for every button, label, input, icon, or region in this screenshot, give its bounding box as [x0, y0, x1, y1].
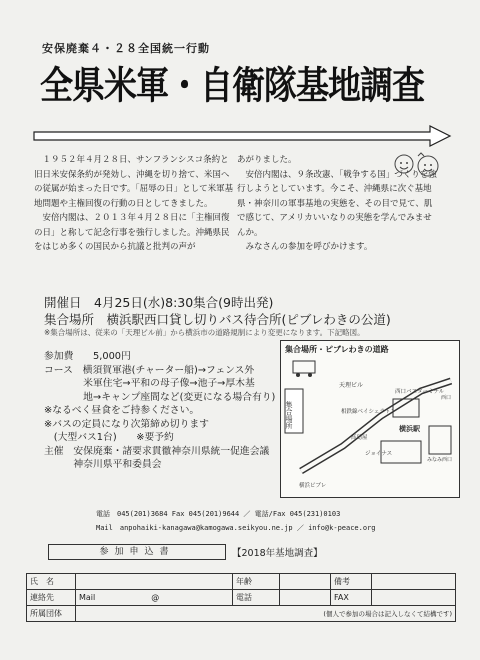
- field-name[interactable]: [76, 574, 233, 590]
- label-contact: 連絡先: [27, 590, 76, 606]
- map-label-nishiguchi: 西口: [441, 395, 452, 401]
- date-line: 開催日 4月25日(水)8:30集合(9時出発): [44, 295, 274, 310]
- label-fax: FAX: [331, 590, 372, 606]
- place-line: 集合場所 横浜駅西口貸し切りバス待合所(ピブレわきの公道): [44, 312, 391, 327]
- contact-tel: 電話 045(201)3684 Fax 045(201)9644 ／ 電話/Fax 045(231)0103: [96, 510, 341, 518]
- field-phone[interactable]: [280, 590, 331, 606]
- mascot-illustration: [388, 152, 448, 186]
- map-title: 集合場所・ピブレわきの道路: [285, 345, 389, 354]
- body-right-p3: みなさんの参加を呼びかけます。: [245, 242, 373, 252]
- field-notes[interactable]: [372, 574, 456, 590]
- detail-course-2: 米軍住宅→平和の母子像→池子→厚木基: [44, 378, 255, 389]
- map-drawing: [281, 341, 459, 497]
- form-heading: 参加申込書: [48, 544, 226, 560]
- subtitle: 安保廃棄４・２８全国統一行動: [42, 42, 210, 55]
- body-left-p1: １９５２年４月２８日、サンフランシスコ条約と旧日米安保条約が発効し、沖縄を切り捨て、米国への従属が始まった日です。「屈辱の日」として米軍基地問題や主権回復の行動の日としてきました。: [34, 155, 234, 209]
- map-label-station: 横浜駅: [399, 425, 420, 433]
- map-label-bus: 西口バスターミナル: [395, 389, 445, 395]
- detail-host-2: 神奈川県平和委員会: [44, 459, 162, 470]
- label-organization: 所属団体: [27, 606, 76, 622]
- form-note: (個人で参加の場合は記入しなくて結構です): [323, 610, 452, 618]
- body-left-p2: 安倍内閣は、２０１３年４月２８日に「主権回復の日」と称して記念行事を強行しました。沖縄県民をはじめ多くの国民から抗議と批判の声が: [34, 213, 230, 252]
- field-mail[interactable]: Mail @: [76, 590, 233, 606]
- detail-lunch: ※なるべく昼食をご持参ください。: [44, 405, 200, 416]
- body-right-p2: 安倍内閣は、９条改憲、「戦争する国」づくりを強行しようとしています。今こそ、沖縄県に次ぐ基地県・神奈川の軍事基地の実態を、その目で見て、肌で感じて、アメリカいいなりの実態を学んでみませんか。: [237, 169, 437, 238]
- body-right-p1: あがりました。: [237, 155, 297, 165]
- map-label-takashimaya: 高島屋: [351, 435, 368, 441]
- detail-course-1: コース 横須賀軍港(チャーター船)→フェンス外: [44, 364, 255, 376]
- body-left: [34, 153, 234, 255]
- map-label-sotetsu: 相鉄線ベイシェラトン: [341, 409, 396, 415]
- field-age[interactable]: [280, 574, 331, 590]
- place-note: ※集合場所は、従来の「天理ビル前」から横浜市の道路規制により変更になります。下記略図。: [44, 328, 365, 337]
- page-title: 全県米軍・自衛隊基地調査: [40, 62, 424, 108]
- detail-fee: 参加費 5,000円: [44, 351, 131, 362]
- field-organization[interactable]: [76, 606, 456, 622]
- detail-limit: ※バスの定員になり次第締め切ります: [44, 418, 209, 430]
- application-form: [26, 573, 456, 622]
- label-notes: 備考: [331, 574, 372, 590]
- form-year-label: 【2018年基地調査】: [232, 548, 323, 559]
- detail-course-3: 地→キャンプ座間など(変更になる場合有り): [44, 391, 276, 403]
- details: [44, 350, 275, 472]
- label-age: 年齢: [233, 574, 280, 590]
- map-label-vivre: 横浜ビブレ: [299, 483, 327, 489]
- map-label-minami: みなみ西口: [427, 457, 453, 463]
- detail-bus: (大型バス1台) ※要予約: [44, 432, 174, 443]
- arrow-divider: [32, 124, 452, 148]
- label-phone: 電話: [233, 590, 280, 606]
- detail-host: 主催 安保廃棄・諸要求貫徹神奈川県統一促進会議: [44, 445, 270, 457]
- field-fax[interactable]: [372, 590, 456, 606]
- label-name: 氏 名: [27, 574, 76, 590]
- contact-mail: Mail anpohaiki-kanagawa@kamogawa.seikyou.ne.jp ／ info@k-peace.org: [96, 524, 376, 532]
- map-label-tenri: 天理ビル: [339, 382, 364, 389]
- map-label-joinus: ジョイナス: [365, 451, 393, 457]
- map-label-meeting: 集合場所: [285, 401, 293, 429]
- location-map: [280, 340, 460, 498]
